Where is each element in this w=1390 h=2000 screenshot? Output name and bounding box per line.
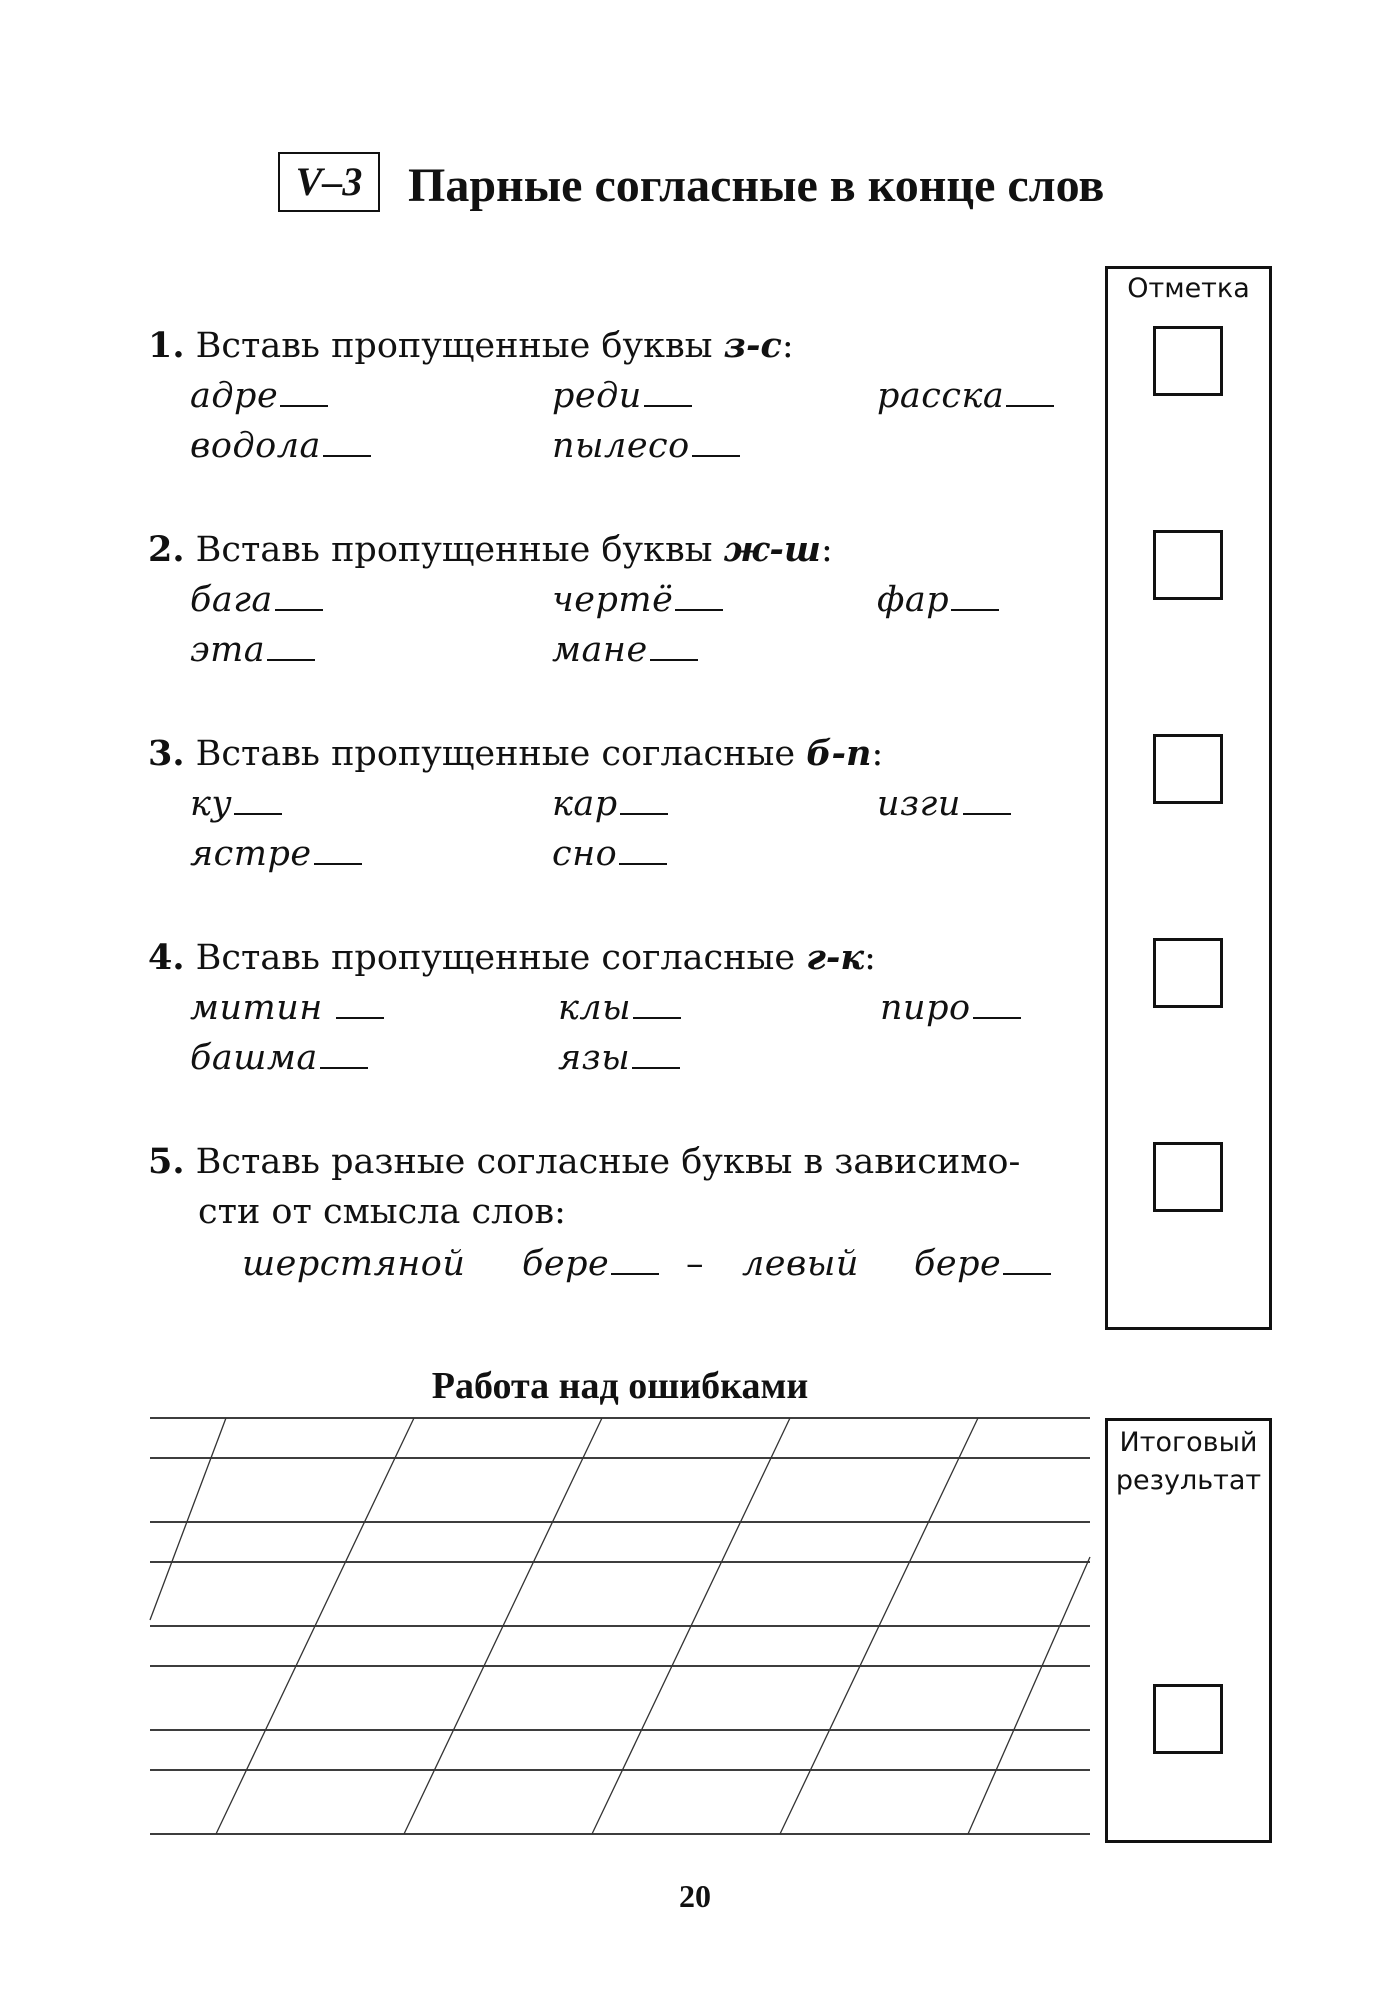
word-item: ястре — [190, 832, 362, 876]
task-letters: ж-ш — [723, 529, 821, 570]
errors-section-title: Работа над ошибками — [431, 1365, 809, 1407]
word-item: расска — [877, 374, 1054, 418]
final-result-box[interactable] — [1153, 1684, 1223, 1754]
phrase-adjective: левый — [742, 1244, 859, 1284]
page-title: Парные согласные в конце слов — [408, 159, 1105, 212]
word-item: пиро — [880, 986, 1021, 1030]
word-item: кар — [552, 782, 668, 826]
word-item: изги — [877, 782, 1011, 826]
task-number: 4. — [148, 937, 185, 978]
variant-label: V–3 — [278, 152, 380, 212]
word-item: мане — [552, 628, 698, 672]
word-item: бере — [914, 1242, 1051, 1286]
word-item: сно — [552, 832, 667, 876]
task-number: 2. — [148, 529, 185, 570]
task-letters: г-к — [806, 937, 865, 978]
mark-column-label: Отметка — [1127, 273, 1250, 304]
task-suffix: : — [864, 938, 876, 978]
result-column-label: Итоговый результат — [1115, 1427, 1262, 1496]
task-number: 1. — [148, 325, 185, 366]
word-item: водола — [190, 424, 371, 468]
task-text: Вставь разные согласные буквы в зависимо- — [184, 1142, 1021, 1182]
word-item: башма — [190, 1036, 368, 1080]
word-item: чертё — [552, 578, 723, 622]
word-item: митин — [190, 986, 384, 1030]
phrase-dash: – — [686, 1244, 704, 1284]
task-text: Вставь пропущенные согласные — [184, 734, 807, 774]
word-item: язы — [558, 1036, 680, 1080]
word-item: эта — [190, 628, 315, 672]
task-number: 5. — [148, 1141, 185, 1182]
word-item: пылесо — [552, 424, 740, 468]
task-number: 3. — [148, 733, 185, 774]
slant-line — [968, 1557, 1090, 1834]
word-item: клы — [558, 986, 681, 1030]
task-letters: б-п — [806, 733, 872, 774]
slant-line — [150, 1418, 226, 1620]
word-item: бере — [522, 1242, 659, 1286]
task-text: Вставь пропущенные буквы — [184, 530, 724, 570]
task-suffix: : — [781, 326, 794, 366]
word-item: бага — [190, 578, 323, 622]
task-suffix: : — [871, 734, 884, 774]
task-suffix: : — [820, 530, 833, 570]
page-number: 20 — [679, 1878, 711, 1914]
task-text: Вставь пропущенные согласные — [184, 938, 807, 978]
task-letters: з-с — [723, 325, 782, 366]
word-item: адре — [190, 374, 328, 418]
phrase-adjective: шерстяной — [242, 1244, 466, 1284]
word-item: ку — [190, 782, 282, 826]
word-item: фар — [877, 578, 999, 622]
word-item: реди — [552, 374, 692, 418]
task-text: Вставь пропущенные буквы — [184, 326, 724, 366]
task-text: сти от смысла слов: — [198, 1192, 566, 1232]
